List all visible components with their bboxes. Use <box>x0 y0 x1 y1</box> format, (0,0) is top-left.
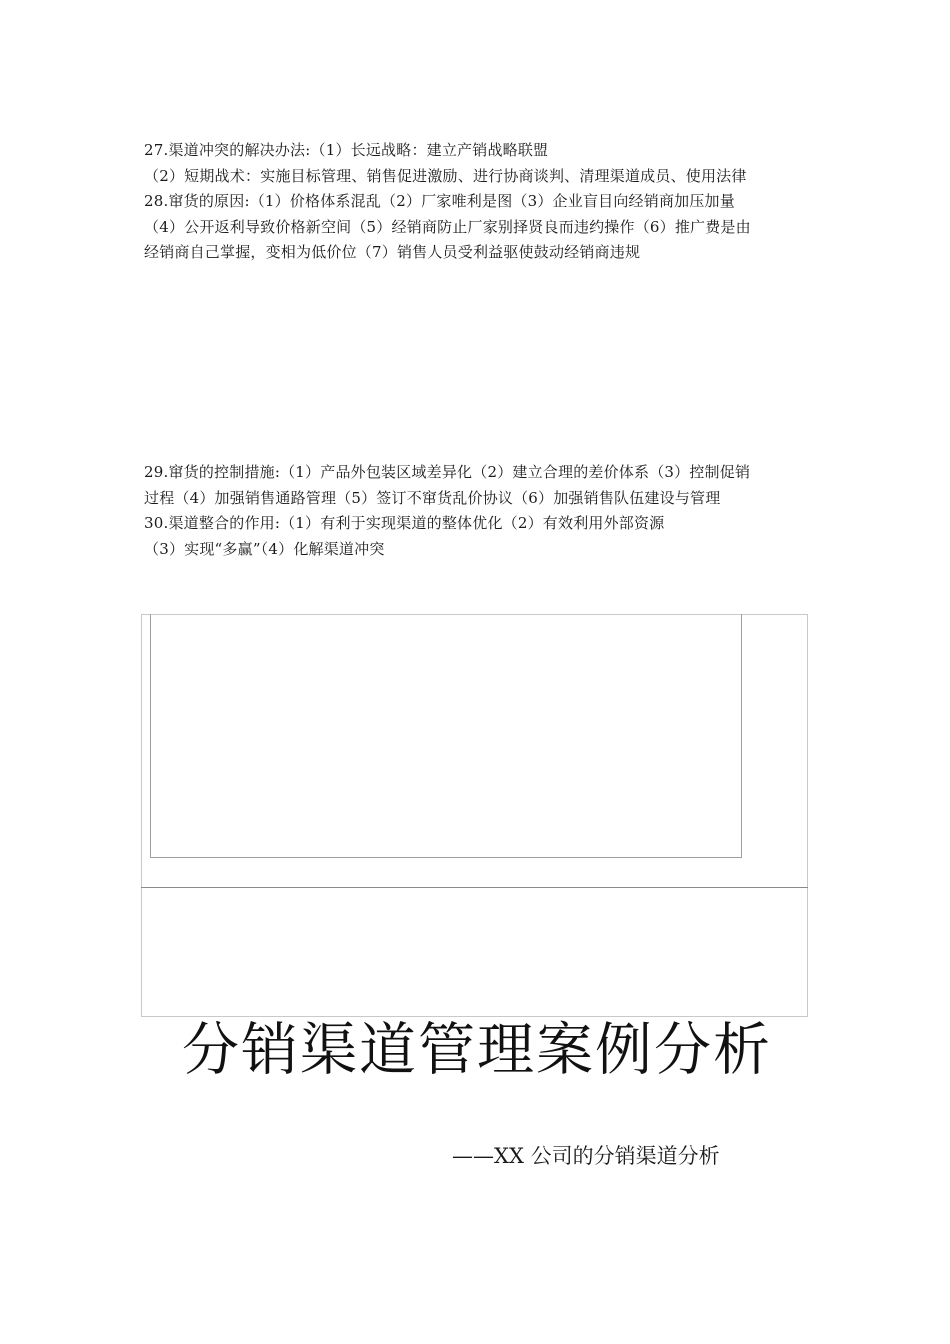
text-line: （4）公开返利导致价格新空间（5）经销商防止厂家别择贤良而违约操作（6）推广费是由 <box>144 217 751 236</box>
text-line: （2）短期战术：实施目标管理、销售促进激励、进行协商谈判、清理渠道成员、使用法律 <box>144 166 747 185</box>
cover-divider <box>141 887 808 888</box>
cover-subtitle: ——XX 公司的分销渠道分析 <box>452 1144 720 1168</box>
text-line: （3）实现“多赢”（4）化解渠道冲突 <box>144 539 385 558</box>
text-line: 28.窜货的原因:（1）价格体系混乱（2）厂家唯利是图（3）企业盲目向经销商加压加量 <box>144 192 735 210</box>
text-line: 过程（4）加强销售通路管理（5）签订不窜货乱价协议（6）加强销售队伍建设与管理 <box>144 488 721 507</box>
cover-title: 分销渠道管理案例分析 <box>182 1017 772 1083</box>
text-line: 30.渠道整合的作用:（1）有利于实现渠道的整体优化（2）有效利用外部资源 <box>144 514 665 532</box>
text-line: 27.渠道冲突的解决办法:（1）长远战略：建立产销战略联盟 <box>144 141 549 159</box>
section-2-text <box>144 460 824 562</box>
text-line: 经销商自己掌握，变相为低价位（7）销售人员受利益驱使鼓动经销商违规 <box>144 243 641 261</box>
cover-inner-frame <box>150 614 742 858</box>
text-line: 29.窜货的控制措施:（1）产品外包装区域差异化（2）建立合理的差价体系（3）控制促销 <box>144 463 751 481</box>
section-1-text <box>144 138 824 266</box>
